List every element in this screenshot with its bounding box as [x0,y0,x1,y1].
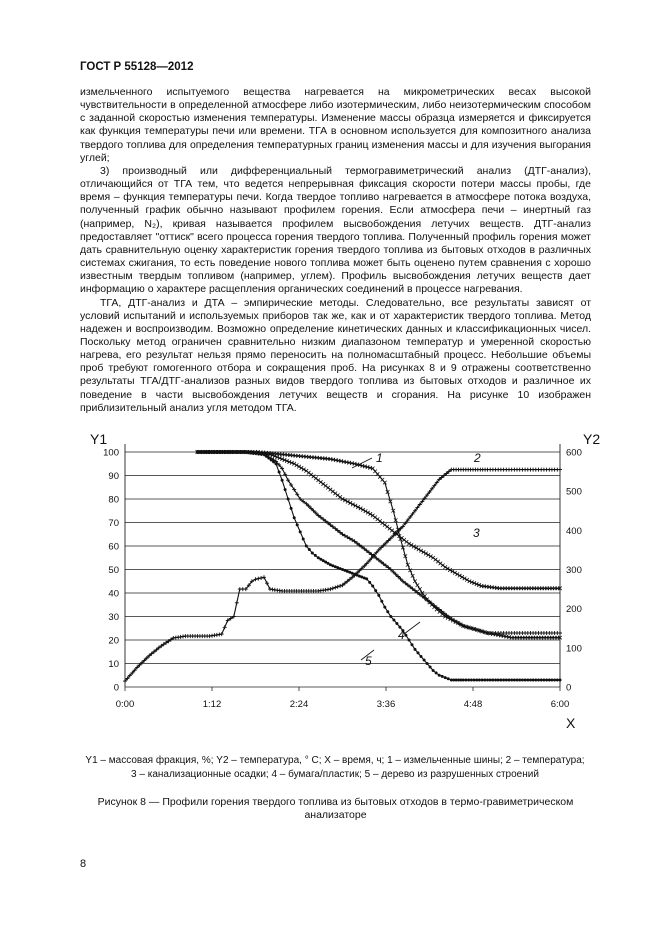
series-5-point [542,679,545,682]
x-tick-label: 4:48 [463,699,483,710]
series-3-point [376,517,380,521]
series-5-point [508,679,511,682]
x-tick-label: 3:36 [376,699,396,710]
series-5-point [284,488,287,491]
series-5-point [426,662,429,665]
series-5-point [228,451,231,454]
series-line-1 [198,452,561,638]
document-header: ГОСТ Р 55128—2012 [80,61,194,73]
y1-tick-label: 90 [108,471,119,482]
series-5-point [447,677,450,680]
series-5-point [423,659,426,662]
series-5-point [278,471,281,474]
series-5-point [365,577,368,580]
y1-tick-label: 60 [108,541,119,553]
series-5-point [290,507,293,510]
series-5-point [263,453,266,456]
series-5-point [383,606,386,609]
series-5-point [548,679,551,682]
label-leader [404,622,420,634]
series-5-point [226,451,229,454]
series-5-point [374,589,377,592]
series-5-point [305,545,308,548]
series-5-point [242,451,245,454]
series-5-point [201,451,204,454]
series-5-point [510,679,513,682]
series-5-point [395,622,398,625]
series-5-point [494,679,497,682]
series-5-point [526,679,529,682]
curve-label-5: 5 [365,654,372,668]
tga-chart [0,428,661,748]
y2-tick-label: 300 [566,565,582,576]
series-2-point [333,586,337,590]
series-5-point [314,554,317,557]
series-5-point [534,679,537,682]
legend-line: Y1 – массовая фракция, %; Y2 – температура, ° С; X – время, ч; 1 – измельченные шины; 2 – температура; [85,755,585,766]
series-5-point [414,648,417,651]
series-5-point [223,451,226,454]
series-5-point [408,639,411,642]
y2-tick-label: 500 [566,486,582,498]
series-2-point [223,625,227,629]
series-5-point [196,451,199,454]
series-5-point [540,679,543,682]
series-5-point [257,452,260,455]
series-5-point [438,674,441,677]
series-5-point [429,666,432,669]
series-1-point [416,583,420,587]
y1-tick-label: 50 [108,565,119,576]
series-5-point [260,453,263,456]
curve-label-4: 4 [398,628,405,642]
y1-tick-label: 100 [103,447,119,459]
y1-tick-label: 20 [108,635,119,647]
series-5-point [465,679,468,682]
series-5-point [550,679,553,682]
series-5-point [371,585,374,588]
series-5-point [411,643,414,646]
x-axis-label: X [566,715,576,731]
series-5-point [513,679,516,682]
series-5-point [483,679,486,682]
y1-tick-label: 70 [108,518,119,529]
y2-tick-label: 400 [566,525,582,537]
series-2-point [336,585,340,589]
series-5-point [275,462,278,465]
y1-tick-label: 80 [108,494,119,506]
series-5-point [478,679,481,682]
y2-axis-label: Y2 [583,431,601,447]
y2-tick-label: 100 [566,643,582,655]
series-5-point [270,459,273,462]
y2-tick-label: 200 [566,604,582,616]
series-5-point [296,523,299,526]
series-5-point [236,451,239,454]
series-5-point [267,457,270,460]
series-5-point [311,552,314,555]
series-5-point [420,655,423,658]
series-3-point [405,540,409,544]
series-5-point [467,679,470,682]
series-5-point [481,679,484,682]
series-5-point [475,679,478,682]
legend-line: 3 – канализационные осадки; 4 – бумага/пластик; 5 – дерево из разрушенных строений [131,769,539,780]
series-5-point [207,451,210,454]
series-5-point [470,679,473,682]
paragraph: ТГА, ДТГ-анализ и ДТА – эмпирические методы. Следовательно, все результаты зависят от условий испытаний и используемых приборов так же, как и от характеристик твердого топлива. Метод надежен и воспроизводим. Возможно определение кинетических данных и классификационных чисел. Поскольку метод ограничен сравнительно низким диапазоном температур и умеренной скоростью нагрева, его результат нельзя прямо переносить на полномасштабный процесс. Небольшие объемы проб требуют гомогенного отбора и сокращения проб. На рисунках 8 и 9 отражены соответственно результаты ТГА/ДТГ-анализов разных видов твердого топлива из бытовых отходов и различное их поведение в части высвобождения летучих веществ и сгорания. На рисунке 10 изображен приблизительный анализ угля методом ТГА. [80,296,591,414]
x-tick-label: 1:12 [202,699,222,710]
series-5-point [247,451,250,454]
series-5-point [462,679,465,682]
figure-caption: Рисунок 8 — Профили горения твердого топлива из бытовых отходов в термо-гравиметрическом анализаторе [97,796,574,821]
series-5-point [272,460,275,463]
curve-label-3: 3 [473,526,480,540]
series-5-point [491,679,494,682]
series-5-point [287,498,290,501]
series-2-point [262,575,266,579]
series-2-point [338,584,342,588]
series-5-point [377,594,380,597]
series-5-point [417,651,420,654]
series-4-point [558,631,562,635]
y1-axis-label: Y1 [90,431,108,447]
series-5-point [250,451,253,454]
series-5-point [404,634,407,637]
y1-tick-label: 0 [113,682,119,694]
series-5-point [386,610,389,613]
series-3-point [390,529,394,533]
x-tick-label: 0:00 [115,699,135,710]
paragraph: измельченного испытуемого вещества нагревается на микрометрических весах высокой чувствительности в определенной атмосфере либо изотермическим, либо неизотермическим способом с заданной скоростью изменения температуры. Изменение массы образца измеряется и фиксируется как функция температуры печи или времени. ТГА в основном используется для композитного анализа твердого топлива для определения температурных границ изменения массы и для изучения выгорания углей; [80,86,591,164]
figure-legend [70,754,600,782]
series-5-point [281,479,284,482]
series-5-point [553,679,556,682]
series-5-point [255,452,258,455]
series-5-point [231,451,234,454]
series-5-point [502,679,505,682]
series-5-point [559,679,562,682]
series-5-point [218,451,221,454]
series-5-point [302,538,305,541]
series-5-point [486,679,489,682]
series-5-point [204,451,207,454]
series-5-point [392,619,395,622]
series-5-point [308,548,311,551]
series-5-point [252,452,255,455]
series-2-point [331,586,335,590]
series-5-point [380,600,383,603]
series-5-point [516,679,519,682]
series-2-point [256,577,260,581]
series-5-point [532,679,535,682]
series-5-point [239,451,242,454]
series-5-point [489,679,492,682]
series-line-5 [198,452,561,680]
x-tick-label: 2:24 [289,699,309,710]
series-5-point [234,451,237,454]
series-3-point [321,482,325,486]
series-2-point [220,632,224,636]
series-5-point [529,679,532,682]
series-5-point [505,679,508,682]
series-5-point [209,451,212,454]
series-2-point [328,587,332,591]
series-5-point [521,679,524,682]
series-5-point [473,679,476,682]
series-5-point [293,516,296,519]
paragraph: 3) производный или дифференциальный термогравиметрический анализ (ДТГ-анализ), отличающийся от ТГА тем, что ведется непрерывная фиксация скорости потери массы пробы, где время – функция температуры печи. Когда твердое топливо нагревается в атмосфере потока воздуха, полученный график обычно называют профилем горения. Если атмосфера печи – инертный газ (например, N₂), кривая называется профилем высвобождения летучих веществ. ДТГ-анализ предоставляет "оттиск" всего процесса горения твердого топлива. Полученный профиль горения может дать сравнительную оценку характеристик горения твердого топлива из бытовых отходов в различных системах сжигания, то есть поведение нового топлива может быть оценено путем сравнения с хорошо известным твердым топливом (например, углем). Профиль высвобождения летучих веществ дает информацию о характере расщепления органических соединений в процессе нагревания. [80,164,591,296]
series-5-point [212,451,215,454]
series-5-point [432,669,435,672]
series-5-point [556,679,559,682]
y1-tick-label: 40 [108,588,119,600]
series-2-point [265,581,269,585]
chart-axes [103,444,582,710]
series-5-point [518,679,521,682]
series-5-point [244,451,247,454]
series-5-point [441,675,444,678]
series-2-point [235,601,239,605]
series-5-point [499,679,502,682]
series-5-point [524,679,527,682]
curve-label-1: 1 [376,451,383,465]
y1-tick-label: 30 [108,612,119,623]
series-5-point [368,581,371,584]
series-2-point [558,468,562,472]
y2-tick-label: 600 [566,447,582,459]
series-5-point [444,676,447,679]
series-5-point [215,451,218,454]
series-3-point [434,558,438,562]
series-5-point [497,679,500,682]
series-line-4 [198,452,561,633]
body-text [80,86,591,415]
x-tick-label: 6:00 [550,699,570,710]
series-3-point [333,492,337,496]
series-5-point [299,530,302,533]
chart-series [123,450,562,683]
series-5-point [265,455,268,458]
series-5-point [545,679,548,682]
series-line-2 [125,470,560,681]
series-1-point [418,587,422,591]
series-5-point [537,679,540,682]
curve-label-2: 2 [474,451,481,465]
series-5-point [389,615,392,618]
series-5-point [199,451,202,454]
page-number: 8 [80,858,87,870]
series-2-point [259,576,263,580]
y1-tick-label: 10 [108,659,119,670]
series-5-point [220,451,223,454]
series-5-point [435,671,438,674]
y2-tick-label: 0 [566,682,572,694]
